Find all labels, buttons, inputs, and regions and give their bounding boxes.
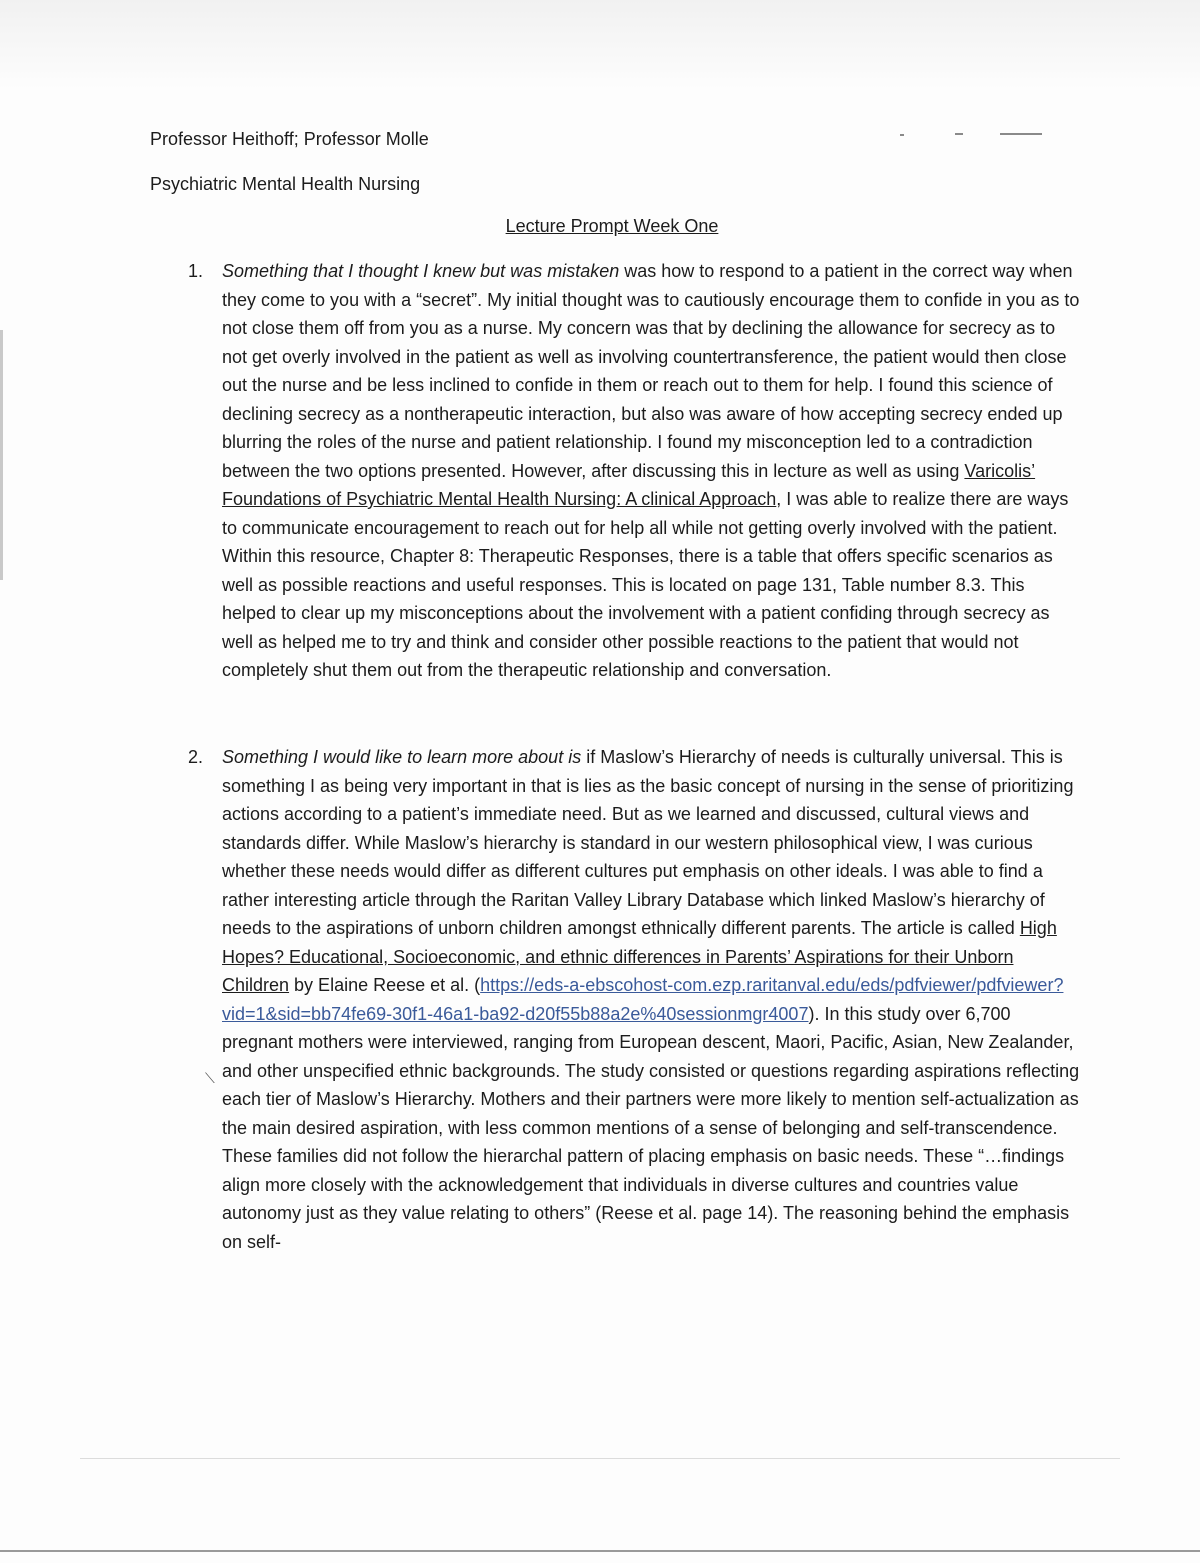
item-lead: Something I would like to learn more about is — [222, 747, 582, 767]
article-link[interactable]: https://eds-a-ebscohost-com.ezp.raritanval.edu/eds/pdfviewer/pdfviewer?vid=1&sid=bb74fe69-30f1-46a1-ba92-d20f55b88a2e%40sessionmgr4007 — [222, 975, 1064, 1024]
scan-fold-line — [80, 1458, 1120, 1459]
list-item — [188, 743, 1082, 1256]
item-paragraph: Something I would like to learn more about is if Maslow’s Hierarchy of needs is culturally universal. This is something I as being very important in that is lies as the basic concept of nursing in the sense of prioritizing actions according to a patient’s immediate need. But as we learned and discussed, cultural views and standards differ. While Maslow’s hierarchy is standard in our western philosophical view, I was curious whether these needs would differ as different cultures put emphasis on other ideals. I was able to find a rather interesting article through the Raritan Valley Library Database which linked Maslow’s hierarchy of needs to the aspirations of unborn children amongst ethnically different parents. The article is called High Hopes? Educational, Socioeconomic, and ethnic differences in Parents’ Aspirations for their Unborn Children by Elaine Reese et al. (https://eds-a-ebscohost-com.ezp.raritanval.edu/eds/pdfviewer/pdfviewer?vid=1&sid=bb74fe69-30f1-46a1-ba92-d20f55b88a2e%40sessionmgr4007). In this study over 6,700 pregnant mothers were interviewed, ranging from European descent, Maori, Pacific, Asian, New Zealander, and other unspecified ethnic backgrounds. The study consisted or questions regarding aspirations reflecting each tier of Maslow’s Hierarchy. Mothers and their partners were more likely to mention self-actualization as the main desired aspiration, with less common mentions of a sense of belonging and self-transcendence. These families did not follow the hierarchal pattern of placing emphasis on basic needs. These “…findings align more closely with the acknowledgement that individuals in diverse cultures and countries value autonomy just as they value relating to others” (Reese et al. page 14). The reasoning behind the emphasis on self- — [222, 747, 1080, 1252]
scan-mark — [955, 133, 963, 135]
item-number: 1. — [188, 261, 204, 281]
scan-top-shadow — [0, 0, 1200, 90]
course-line: Psychiatric Mental Health Nursing — [150, 174, 421, 194]
pen-tick-icon: ⟍ — [205, 1070, 215, 1086]
scan-mark — [900, 134, 904, 136]
article-title: High Hopes? Educational, Socioeconomic, and ethnic differences in Parents’ Aspirations for their Unborn Children — [222, 918, 1057, 995]
professors-line: Professor Heithoff; Professor Molle — [150, 129, 429, 149]
scan-bottom-edge — [0, 1550, 1200, 1552]
scan-mark — [1000, 133, 1042, 135]
item-paragraph: Something that I thought I knew but was mistaken was how to respond to a patient in the correct way when they come to you with a “secret”. My initial thought was to cautiously encourage them to confide in you as to not close them off from you as a nurse. My concern was that by declining the allowance for secrecy as to not get overly involved in the patient as well as involving countertransference, the patient would then close out the nurse and be less inclined to confide in them or reach out to them for help. I found this science of declining secrecy as a nontherapeutic interaction, but also was aware of how accepting secrecy ended up blurring the roles of the nurse and patient relationship. I found my misconception led to a contradiction between the two options presented. However, after discussing this in lecture as well as using Varicolis’ Foundations of Psychiatric Mental Health Nursing: A clinical Approach, I was able to realize there are ways to communicate encouragement to reach out for help all while not getting overly involved with the patient. Within this resource, Chapter 8: Therapeutic Responses, there is a table that offers specific scenarios as well as possible reactions and useful responses. This is located on page 131, Table number 8.3. This helped to clear up my misconceptions about the involvement with a patient confiding through secrecy as well as helped me to try and think and consider other possible reactions to the patient that would not completely shut them out from the therapeutic relationship and conversation. — [222, 261, 1080, 680]
scan-left-edge — [0, 330, 3, 580]
page-title: Lecture Prompt Week One — [505, 216, 719, 236]
item-number: 2. — [188, 747, 204, 767]
item-lead: Something that I thought I knew but was mistaken — [222, 261, 620, 281]
list-item — [188, 257, 1082, 685]
book-title: Varicolis’ Foundations of Psychiatric Mental Health Nursing: A clinical Approach — [222, 460, 1036, 509]
